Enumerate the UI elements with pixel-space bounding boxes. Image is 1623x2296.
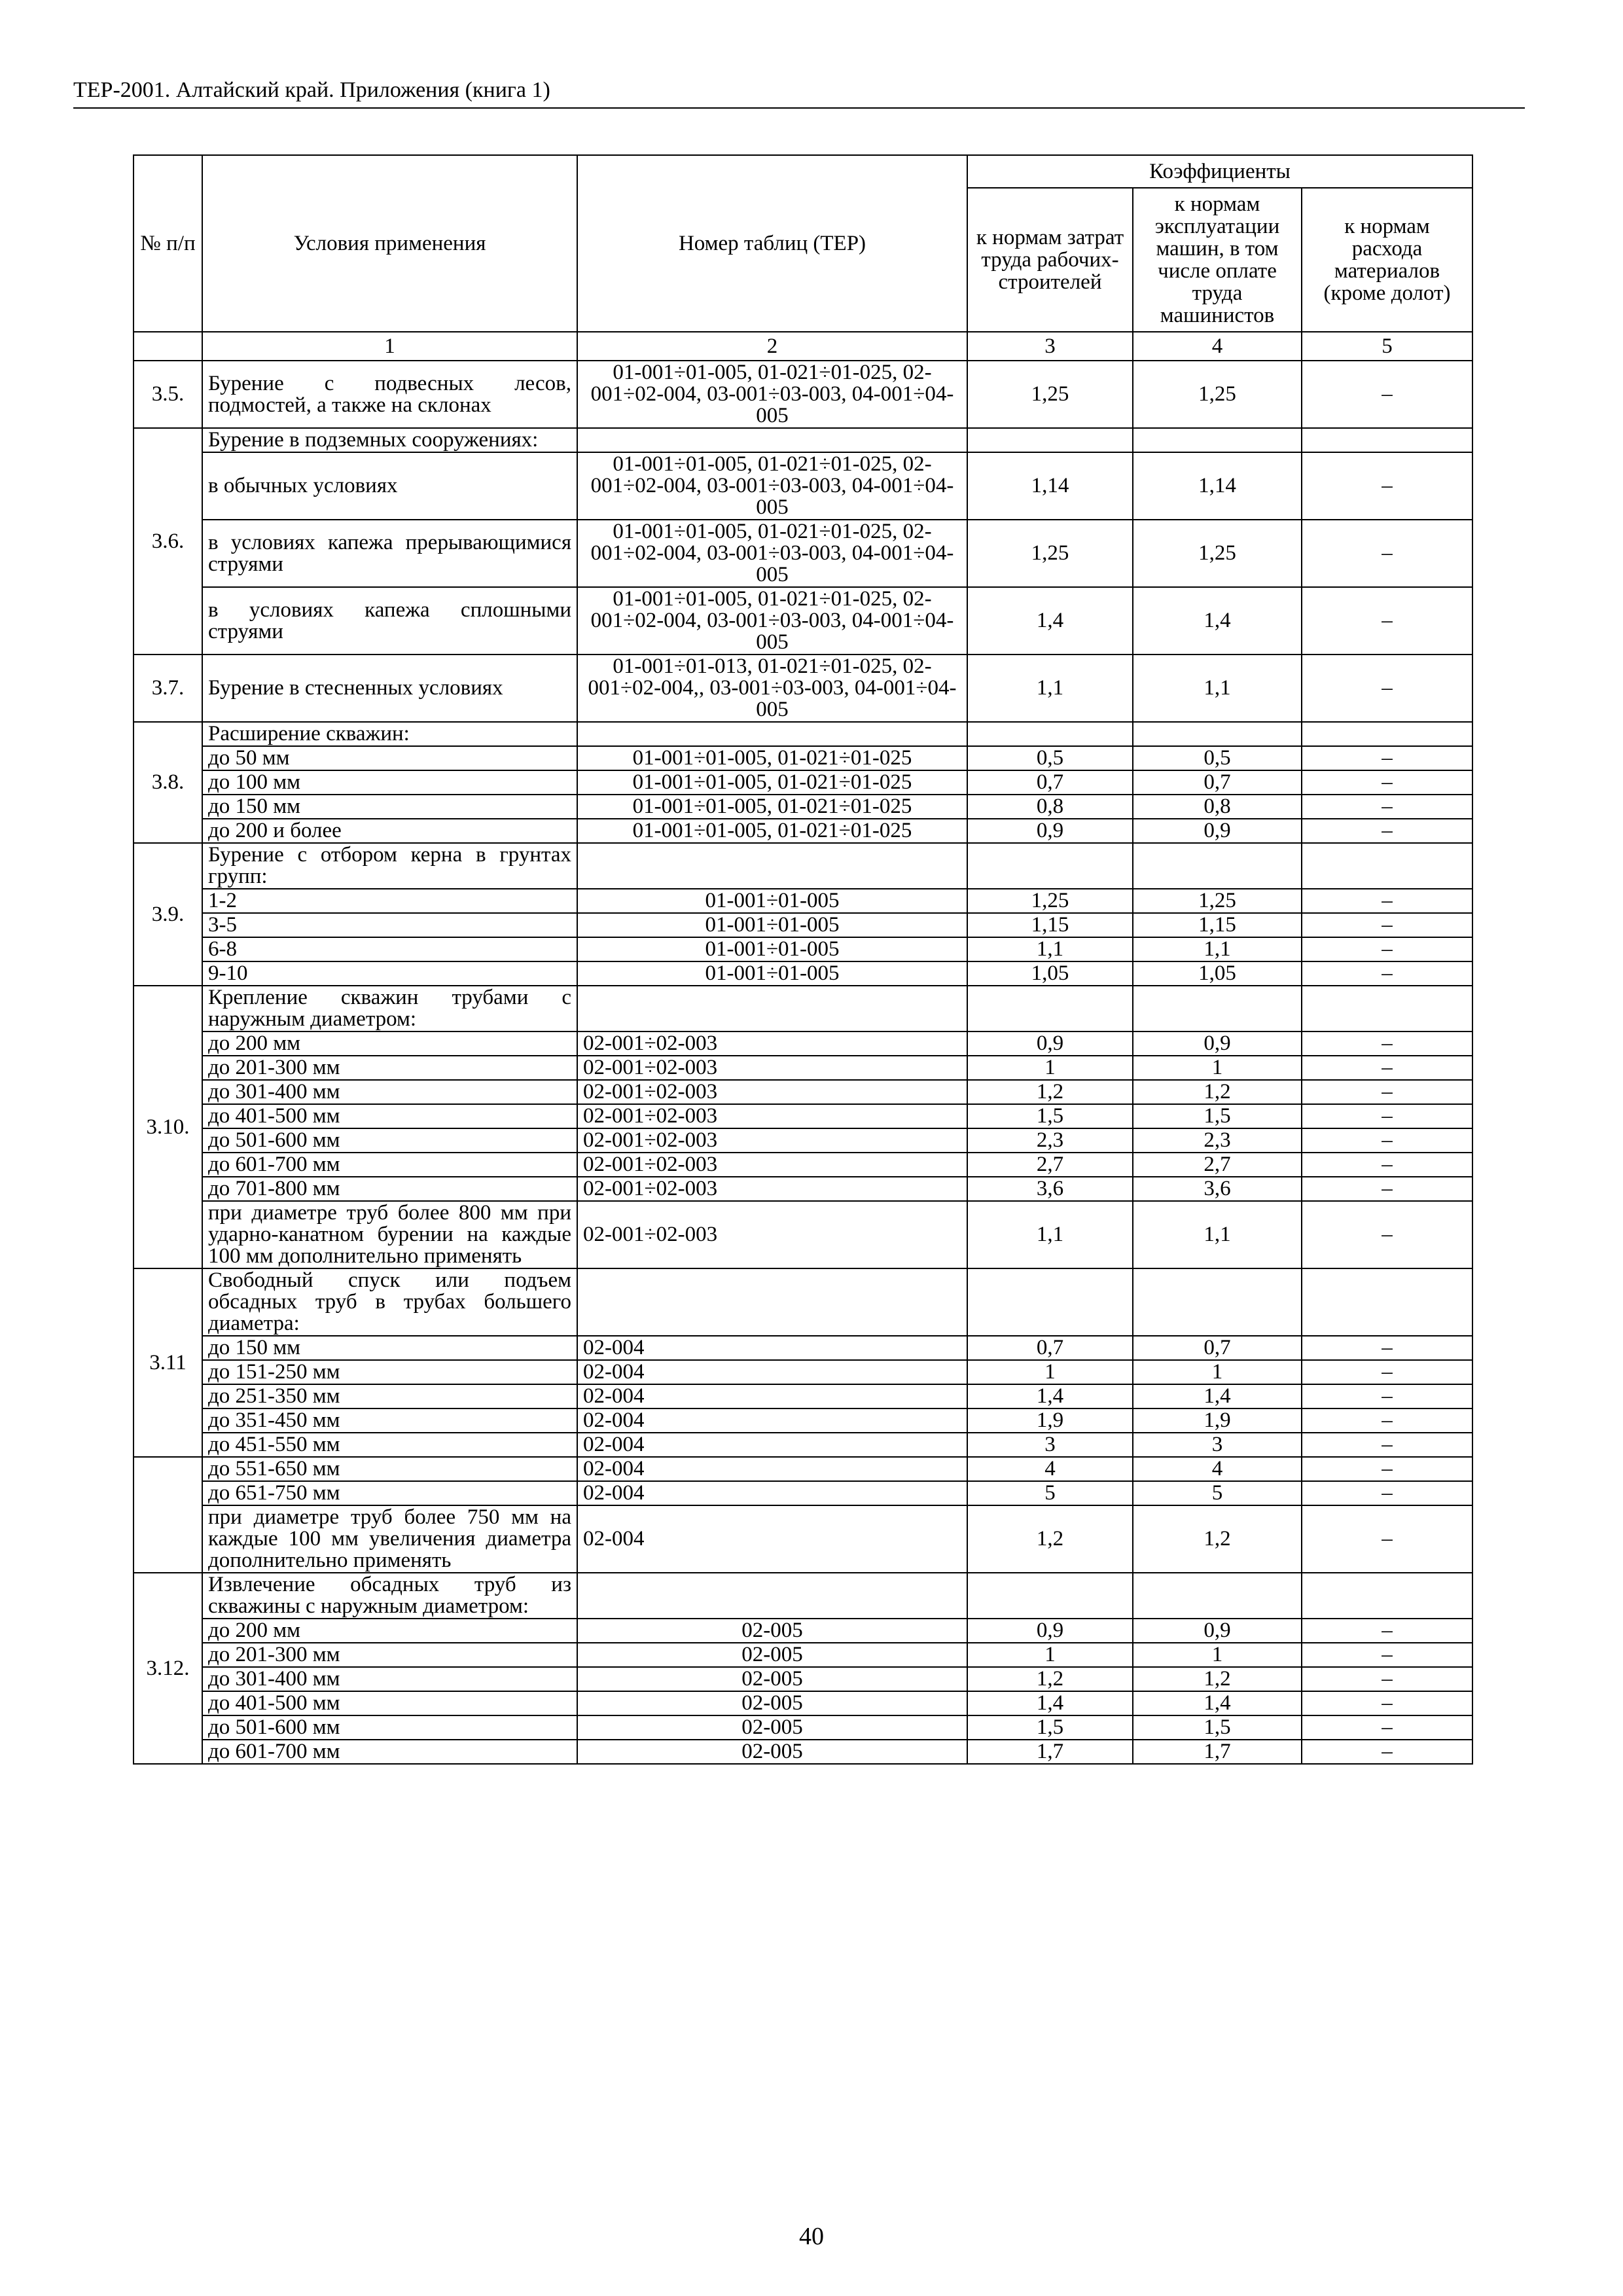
materials-coefficient-cell: – <box>1302 1667 1472 1691</box>
machines-coefficient-cell: 0,9 <box>1133 1031 1302 1056</box>
machines-coefficient-cell <box>1133 1573 1302 1619</box>
row-number: 3.11 <box>134 1268 202 1457</box>
row-number: 3.9. <box>134 843 202 986</box>
column-number-blank <box>134 332 202 361</box>
condition-cell: до 601-700 мм <box>202 1153 577 1177</box>
labor-coefficient-cell: 1,5 <box>967 1715 1133 1740</box>
table-row <box>134 819 1472 843</box>
materials-coefficient-cell: – <box>1302 1715 1472 1740</box>
labor-coefficient-cell: 1,14 <box>967 452 1133 520</box>
table-numbers-cell: 02-004 <box>577 1408 967 1433</box>
table-row <box>134 961 1472 986</box>
table-numbers-cell: 02-004 <box>577 1505 967 1573</box>
condition-cell: до 601-700 мм <box>202 1740 577 1764</box>
machines-coefficient-cell <box>1133 843 1302 889</box>
materials-coefficient-cell: – <box>1302 1384 1472 1408</box>
materials-coefficient-cell: – <box>1302 1740 1472 1764</box>
table-row <box>134 770 1472 795</box>
row-number: 3.5. <box>134 361 202 428</box>
table-row <box>134 937 1472 961</box>
materials-coefficient-cell: – <box>1302 1457 1472 1481</box>
table-row <box>134 1153 1472 1177</box>
table-row <box>134 1360 1472 1384</box>
labor-coefficient-cell: 2,7 <box>967 1153 1133 1177</box>
labor-coefficient-cell: 1,4 <box>967 1384 1133 1408</box>
table-row <box>134 1433 1472 1457</box>
condition-cell: до 651-750 мм <box>202 1481 577 1505</box>
condition-cell: 1-2 <box>202 889 577 913</box>
labor-coefficient-cell: 3,6 <box>967 1177 1133 1201</box>
machines-coefficient-cell: 1,15 <box>1133 913 1302 937</box>
table-numbers-cell: 01-001÷01-005 <box>577 913 967 937</box>
table-row <box>134 1573 1472 1619</box>
column-number: 1 <box>202 332 577 361</box>
row-number: 3.12. <box>134 1573 202 1764</box>
table-numbers-cell: 02-004 <box>577 1360 967 1384</box>
labor-coefficient-cell: 0,9 <box>967 1619 1133 1643</box>
header-materials: к нормам расхода материалов (кроме долот) <box>1302 188 1472 332</box>
condition-cell: до 150 мм <box>202 1336 577 1360</box>
condition-cell: Бурение в стесненных условиях <box>202 655 577 722</box>
condition-cell: Свободный спуск или подъем обсадных труб в трубах большего диаметра: <box>202 1268 577 1336</box>
machines-coefficient-cell: 0,7 <box>1133 770 1302 795</box>
materials-coefficient-cell: – <box>1302 1505 1472 1573</box>
labor-coefficient-cell: 1 <box>967 1056 1133 1080</box>
labor-coefficient-cell <box>967 1268 1133 1336</box>
machines-coefficient-cell: 5 <box>1133 1481 1302 1505</box>
machines-coefficient-cell: 1,5 <box>1133 1104 1302 1128</box>
table-numbers-cell: 02-001÷02-003 <box>577 1177 967 1201</box>
labor-coefficient-cell: 0,9 <box>967 819 1133 843</box>
machines-coefficient-cell: 0,7 <box>1133 1336 1302 1360</box>
machines-coefficient-cell <box>1133 986 1302 1031</box>
table-row <box>134 1384 1472 1408</box>
condition-cell: Извлечение обсадных труб из скважины с наружным диаметром: <box>202 1573 577 1619</box>
table-numbers-cell: 02-001÷02-003 <box>577 1104 967 1128</box>
header-coefficients: Коэффициенты <box>967 155 1472 188</box>
labor-coefficient-cell: 1,25 <box>967 520 1133 587</box>
table-numbers-cell: 02-005 <box>577 1667 967 1691</box>
labor-coefficient-cell: 1 <box>967 1643 1133 1667</box>
table-numbers-cell: 02-001÷02-003 <box>577 1056 967 1080</box>
header-conditions: Условия применения <box>202 155 577 332</box>
materials-coefficient-cell <box>1302 428 1472 452</box>
condition-cell: в условиях капежа сплошными струями <box>202 587 577 655</box>
table-row <box>134 1268 1472 1336</box>
machines-coefficient-cell: 2,3 <box>1133 1128 1302 1153</box>
condition-cell: до 401-500 мм <box>202 1691 577 1715</box>
machines-coefficient-cell: 1,2 <box>1133 1667 1302 1691</box>
table-numbers-cell <box>577 722 967 746</box>
header-machines: к нормам эксплуатации машин, в том числе оплате труда машинистов <box>1133 188 1302 332</box>
condition-cell: до 150 мм <box>202 795 577 819</box>
machines-coefficient-cell: 1,1 <box>1133 1201 1302 1268</box>
table-numbers-cell: 02-001÷02-003 <box>577 1201 967 1268</box>
table-row <box>134 655 1472 722</box>
table-numbers-cell: 01-001÷01-005, 01-021÷01-025 <box>577 819 967 843</box>
condition-cell: до 50 мм <box>202 746 577 770</box>
materials-coefficient-cell <box>1302 986 1472 1031</box>
condition-cell: 3-5 <box>202 913 577 937</box>
materials-coefficient-cell: – <box>1302 1201 1472 1268</box>
table-numbers-cell: 01-001÷01-005, 01-021÷01-025 <box>577 795 967 819</box>
coefficients-table <box>133 154 1473 1765</box>
condition-cell: Бурение в подземных сооружениях: <box>202 428 577 452</box>
labor-coefficient-cell <box>967 986 1133 1031</box>
condition-cell: в обычных условиях <box>202 452 577 520</box>
machines-coefficient-cell: 1,2 <box>1133 1505 1302 1573</box>
table-numbers-cell: 01-001÷01-005 <box>577 961 967 986</box>
materials-coefficient-cell: – <box>1302 361 1472 428</box>
header-labor: к нормам затрат труда рабочих-строителей <box>967 188 1133 332</box>
table-numbers-cell: 02-005 <box>577 1619 967 1643</box>
machines-coefficient-cell: 1,25 <box>1133 889 1302 913</box>
condition-cell: 6-8 <box>202 937 577 961</box>
condition-cell: до 301-400 мм <box>202 1080 577 1104</box>
condition-cell: Бурение с отбором керна в грунтах групп: <box>202 843 577 889</box>
materials-coefficient-cell: – <box>1302 913 1472 937</box>
machines-coefficient-cell: 0,9 <box>1133 1619 1302 1643</box>
machines-coefficient-cell: 4 <box>1133 1457 1302 1481</box>
materials-coefficient-cell: – <box>1302 889 1472 913</box>
labor-coefficient-cell: 0,7 <box>967 770 1133 795</box>
table-row <box>134 587 1472 655</box>
table-row <box>134 1336 1472 1360</box>
materials-coefficient-cell: – <box>1302 1481 1472 1505</box>
table-numbers-cell: 01-001÷01-005, 01-021÷01-025, 02-001÷02-004, 03-001÷03-003, 04-001÷04-005 <box>577 520 967 587</box>
machines-coefficient-cell: 2,7 <box>1133 1153 1302 1177</box>
labor-coefficient-cell: 1,1 <box>967 1201 1133 1268</box>
labor-coefficient-cell: 3 <box>967 1433 1133 1457</box>
table-numbers-cell <box>577 843 967 889</box>
table-numbers-cell: 02-005 <box>577 1691 967 1715</box>
machines-coefficient-cell: 1,1 <box>1133 937 1302 961</box>
table-numbers-cell: 01-001÷01-005, 01-021÷01-025 <box>577 770 967 795</box>
table-row <box>134 1643 1472 1667</box>
materials-coefficient-cell: – <box>1302 1056 1472 1080</box>
materials-coefficient-cell: – <box>1302 1360 1472 1384</box>
labor-coefficient-cell: 1,4 <box>967 1691 1133 1715</box>
machines-coefficient-cell <box>1133 428 1302 452</box>
table-row <box>134 1201 1472 1268</box>
table-numbers-cell: 02-004 <box>577 1457 967 1481</box>
labor-coefficient-cell: 1,05 <box>967 961 1133 986</box>
column-number: 2 <box>577 332 967 361</box>
table-row <box>134 913 1472 937</box>
table-row <box>134 889 1472 913</box>
table-row <box>134 1691 1472 1715</box>
machines-coefficient-cell: 1,1 <box>1133 655 1302 722</box>
materials-coefficient-cell: – <box>1302 1104 1472 1128</box>
materials-coefficient-cell: – <box>1302 746 1472 770</box>
materials-coefficient-cell: – <box>1302 770 1472 795</box>
materials-coefficient-cell: – <box>1302 1153 1472 1177</box>
condition-cell: Бурение с подвесных лесов, подмостей, а также на склонах <box>202 361 577 428</box>
table-numbers-cell: 01-001÷01-005, 01-021÷01-025, 02-001÷02-004, 03-001÷03-003, 04-001÷04-005 <box>577 361 967 428</box>
table-numbers-cell: 02-001÷02-003 <box>577 1153 967 1177</box>
labor-coefficient-cell: 1,2 <box>967 1080 1133 1104</box>
table-numbers-cell: 01-001÷01-005 <box>577 937 967 961</box>
labor-coefficient-cell: 2,3 <box>967 1128 1133 1153</box>
condition-cell: Расширение скважин: <box>202 722 577 746</box>
condition-cell: до 401-500 мм <box>202 1104 577 1128</box>
column-number: 3 <box>967 332 1133 361</box>
table-numbers-cell: 01-001÷01-005, 01-021÷01-025, 02-001÷02-004, 03-001÷03-003, 04-001÷04-005 <box>577 587 967 655</box>
table-row <box>134 1177 1472 1201</box>
table-numbers-cell: 02-004 <box>577 1433 967 1457</box>
table-row <box>134 452 1472 520</box>
labor-coefficient-cell: 1,5 <box>967 1104 1133 1128</box>
table-row <box>134 1080 1472 1104</box>
machines-coefficient-cell: 1,25 <box>1133 361 1302 428</box>
condition-cell: до 251-350 мм <box>202 1384 577 1408</box>
table-row <box>134 1481 1472 1505</box>
table-numbers-cell: 02-005 <box>577 1715 967 1740</box>
column-number: 4 <box>1133 332 1302 361</box>
labor-coefficient-cell: 1,25 <box>967 889 1133 913</box>
table-row <box>134 520 1472 587</box>
table-row <box>134 1056 1472 1080</box>
table-numbers-cell: 02-004 <box>577 1481 967 1505</box>
labor-coefficient-cell: 1,2 <box>967 1667 1133 1691</box>
table-numbers-cell: 02-005 <box>577 1740 967 1764</box>
table-numbers-cell <box>577 428 967 452</box>
materials-coefficient-cell: – <box>1302 1643 1472 1667</box>
materials-coefficient-cell <box>1302 843 1472 889</box>
table-row <box>134 1505 1472 1573</box>
machines-coefficient-cell: 1,7 <box>1133 1740 1302 1764</box>
table-row <box>134 428 1472 452</box>
machines-coefficient-cell: 1 <box>1133 1056 1302 1080</box>
labor-coefficient-cell: 1,2 <box>967 1505 1133 1573</box>
materials-coefficient-cell: – <box>1302 1177 1472 1201</box>
table-numbers-cell <box>577 1268 967 1336</box>
table-body <box>134 361 1472 1764</box>
table-row <box>134 1715 1472 1740</box>
materials-coefficient-cell: – <box>1302 1080 1472 1104</box>
table-row <box>134 361 1472 428</box>
labor-coefficient-cell: 1,1 <box>967 937 1133 961</box>
table-numbers-cell: 01-001÷01-005, 01-021÷01-025, 02-001÷02-004, 03-001÷03-003, 04-001÷04-005 <box>577 452 967 520</box>
table-numbers-cell: 01-001÷01-005 <box>577 889 967 913</box>
labor-coefficient-cell <box>967 843 1133 889</box>
machines-coefficient-cell: 3,6 <box>1133 1177 1302 1201</box>
table-row <box>134 1667 1472 1691</box>
row-number: 3.6. <box>134 428 202 655</box>
column-number: 5 <box>1302 332 1472 361</box>
labor-coefficient-cell: 1,1 <box>967 655 1133 722</box>
labor-coefficient-cell: 0,5 <box>967 746 1133 770</box>
materials-coefficient-cell: – <box>1302 937 1472 961</box>
table-row <box>134 1457 1472 1481</box>
labor-coefficient-cell: 4 <box>967 1457 1133 1481</box>
condition-cell: в условиях капежа прерывающимися струями <box>202 520 577 587</box>
table-numbers-cell: 02-004 <box>577 1336 967 1360</box>
materials-coefficient-cell: – <box>1302 520 1472 587</box>
condition-cell: до 200 и более <box>202 819 577 843</box>
materials-coefficient-cell: – <box>1302 1031 1472 1056</box>
machines-coefficient-cell: 0,5 <box>1133 746 1302 770</box>
labor-coefficient-cell <box>967 1573 1133 1619</box>
machines-coefficient-cell: 0,8 <box>1133 795 1302 819</box>
labor-coefficient-cell: 1,4 <box>967 587 1133 655</box>
machines-coefficient-cell: 1,05 <box>1133 961 1302 986</box>
machines-coefficient-cell: 1,4 <box>1133 587 1302 655</box>
row-number: 3.10. <box>134 986 202 1268</box>
materials-coefficient-cell: – <box>1302 1691 1472 1715</box>
materials-coefficient-cell: – <box>1302 1336 1472 1360</box>
machines-coefficient-cell: 1 <box>1133 1643 1302 1667</box>
table-numbers-cell: 02-004 <box>577 1384 967 1408</box>
condition-cell: Крепление скважин трубами с наружным диаметром: <box>202 986 577 1031</box>
table-numbers-cell <box>577 986 967 1031</box>
machines-coefficient-cell <box>1133 722 1302 746</box>
labor-coefficient-cell: 0,7 <box>967 1336 1133 1360</box>
table-row <box>134 1031 1472 1056</box>
materials-coefficient-cell <box>1302 722 1472 746</box>
materials-coefficient-cell <box>1302 1573 1472 1619</box>
materials-coefficient-cell: – <box>1302 452 1472 520</box>
labor-coefficient-cell: 1 <box>967 1360 1133 1384</box>
materials-coefficient-cell <box>1302 1268 1472 1336</box>
condition-cell: до 451-550 мм <box>202 1433 577 1457</box>
machines-coefficient-cell: 0,9 <box>1133 819 1302 843</box>
materials-coefficient-cell: – <box>1302 1408 1472 1433</box>
condition-cell: до 151-250 мм <box>202 1360 577 1384</box>
table-numbers-cell: 02-001÷02-003 <box>577 1031 967 1056</box>
machines-coefficient-cell: 3 <box>1133 1433 1302 1457</box>
page-number: 40 <box>799 2223 824 2250</box>
table-row <box>134 746 1472 770</box>
condition-cell: до 201-300 мм <box>202 1056 577 1080</box>
condition-cell: при диаметре труб более 800 мм при ударно-канатном бурении на каждые 100 мм дополнительно применять <box>202 1201 577 1268</box>
header-num: № п/п <box>134 155 202 332</box>
labor-coefficient-cell: 1,25 <box>967 361 1133 428</box>
table-row <box>134 843 1472 889</box>
condition-cell: до 551-650 мм <box>202 1457 577 1481</box>
row-number <box>134 1457 202 1573</box>
page-header: ТЕР-2001. Алтайский край. Приложения (книга 1) <box>73 77 1525 109</box>
table-row <box>134 1104 1472 1128</box>
materials-coefficient-cell: – <box>1302 587 1472 655</box>
condition-cell: до 201-300 мм <box>202 1643 577 1667</box>
materials-coefficient-cell: – <box>1302 819 1472 843</box>
table-row <box>134 795 1472 819</box>
condition-cell: при диаметре труб более 750 мм на каждые 100 мм увеличения диаметра дополнительно применять <box>202 1505 577 1573</box>
table-numbers-cell: 01-001÷01-005, 01-021÷01-025 <box>577 746 967 770</box>
table-row <box>134 1619 1472 1643</box>
condition-cell: до 701-800 мм <box>202 1177 577 1201</box>
table-row <box>134 722 1472 746</box>
condition-cell: до 200 мм <box>202 1619 577 1643</box>
materials-coefficient-cell: – <box>1302 1128 1472 1153</box>
table-row <box>134 1408 1472 1433</box>
machines-coefficient-cell: 1,9 <box>1133 1408 1302 1433</box>
machines-coefficient-cell: 1,4 <box>1133 1384 1302 1408</box>
table-numbers-cell: 02-005 <box>577 1643 967 1667</box>
labor-coefficient-cell <box>967 722 1133 746</box>
condition-cell: до 351-450 мм <box>202 1408 577 1433</box>
machines-coefficient-cell: 1,25 <box>1133 520 1302 587</box>
machines-coefficient-cell: 1,5 <box>1133 1715 1302 1740</box>
table-numbers-cell <box>577 1573 967 1619</box>
machines-coefficient-cell <box>1133 1268 1302 1336</box>
table-numbers-cell: 02-001÷02-003 <box>577 1080 967 1104</box>
row-number: 3.8. <box>134 722 202 843</box>
condition-cell: до 100 мм <box>202 770 577 795</box>
labor-coefficient-cell: 1,9 <box>967 1408 1133 1433</box>
materials-coefficient-cell: – <box>1302 795 1472 819</box>
labor-coefficient-cell: 1,7 <box>967 1740 1133 1764</box>
condition-cell: до 200 мм <box>202 1031 577 1056</box>
table-numbers-cell: 01-001÷01-013, 01-021÷01-025, 02-001÷02-004,, 03-001÷03-003, 04-001÷04-005 <box>577 655 967 722</box>
table-numbers-cell: 02-001÷02-003 <box>577 1128 967 1153</box>
table-row <box>134 1740 1472 1764</box>
materials-coefficient-cell: – <box>1302 961 1472 986</box>
condition-cell: до 501-600 мм <box>202 1715 577 1740</box>
labor-coefficient-cell: 0,8 <box>967 795 1133 819</box>
table-row <box>134 1128 1472 1153</box>
table-row <box>134 986 1472 1031</box>
materials-coefficient-cell: – <box>1302 655 1472 722</box>
row-number: 3.7. <box>134 655 202 722</box>
machines-coefficient-cell: 1,2 <box>1133 1080 1302 1104</box>
header-table-numbers: Номер таблиц (ТЕР) <box>577 155 967 332</box>
labor-coefficient-cell: 1,15 <box>967 913 1133 937</box>
labor-coefficient-cell: 0,9 <box>967 1031 1133 1056</box>
labor-coefficient-cell <box>967 428 1133 452</box>
condition-cell: до 501-600 мм <box>202 1128 577 1153</box>
materials-coefficient-cell: – <box>1302 1619 1472 1643</box>
machines-coefficient-cell: 1,14 <box>1133 452 1302 520</box>
materials-coefficient-cell: – <box>1302 1433 1472 1457</box>
condition-cell: 9-10 <box>202 961 577 986</box>
condition-cell: до 301-400 мм <box>202 1667 577 1691</box>
labor-coefficient-cell: 5 <box>967 1481 1133 1505</box>
machines-coefficient-cell: 1 <box>1133 1360 1302 1384</box>
machines-coefficient-cell: 1,4 <box>1133 1691 1302 1715</box>
